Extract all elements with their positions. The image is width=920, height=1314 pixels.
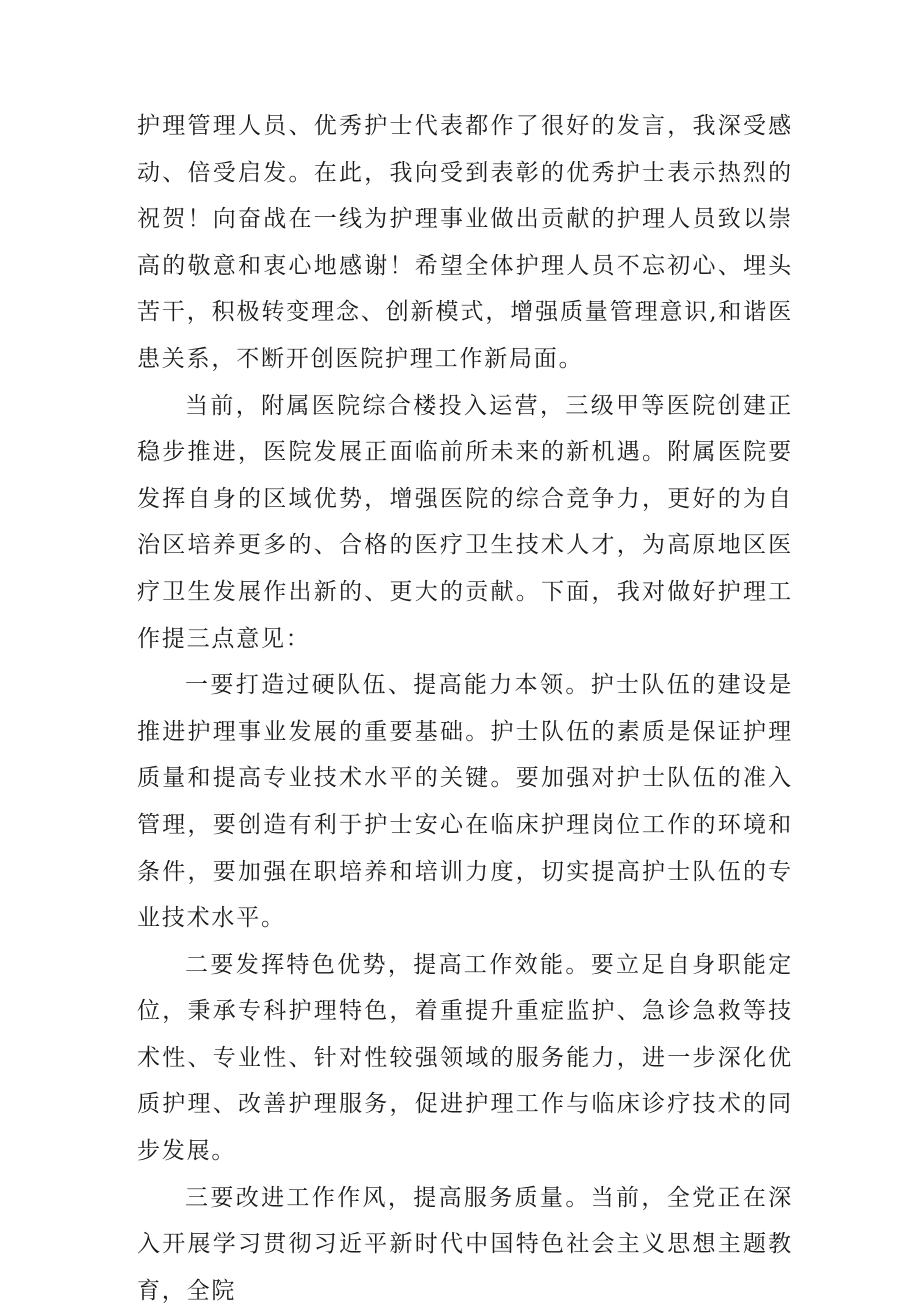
document-body xyxy=(137,103,793,1314)
paragraph-1: 护理管理人员、优秀护士代表都作了很好的发言，我深受感动、倍受启发。在此，我向受到表彰的优秀护士表示热烈的祝贺！向奋战在一线为护理事业做出贡献的护理人员致以崇高的敬意和衷心地感谢！希望全体护理人员不忘初心、埋头苦干，积极转变理念、创新模式，增强质量管理意识,和谐医患关系，不断开创医院护理工作新局面。 xyxy=(137,113,793,372)
paragraph-3: 一要打造过硬队伍、提高能力本领。护士队伍的建设是推进护理事业发展的重要基础。护士队伍的素质是保证护理质量和提高专业技术水平的关键。要加强对护士队伍的准入管理，要创造有利于护士安心在临床护理岗位工作的环境和条件，要加强在职培养和培训力度，切实提高护士队伍的专业技术水平。 xyxy=(137,672,793,932)
paragraph-5: 三要改进工作作风，提高服务质量。当前，全党正在深入开展学习贯彻习近平新时代中国特色社会主义思想主题教育，全院 xyxy=(137,1184,793,1304)
paragraph-4: 二要发挥特色优势，提高工作效能。要立足自身职能定位，秉承专科护理特色，着重提升重症监护、急诊急救等技术性、专业性、针对性较强领域的服务能力，进一步深化优质护理、改善护理服务，促进护理工作与临床诊疗技术的同步发展。 xyxy=(137,951,793,1165)
paragraph-2: 当前，附属医院综合楼投入运营，三级甲等医院创建正稳步推进，医院发展正面临前所未来的新机遇。附属医院要发挥自身的区域优势，增强医院的综合竞争力，更好的为自治区培养更多的、合格的医疗卫生技术人才，为高原地区医疗卫生发展作出新的、更大的贡献。下面，我对做好护理工作提三点意见： xyxy=(137,392,793,652)
